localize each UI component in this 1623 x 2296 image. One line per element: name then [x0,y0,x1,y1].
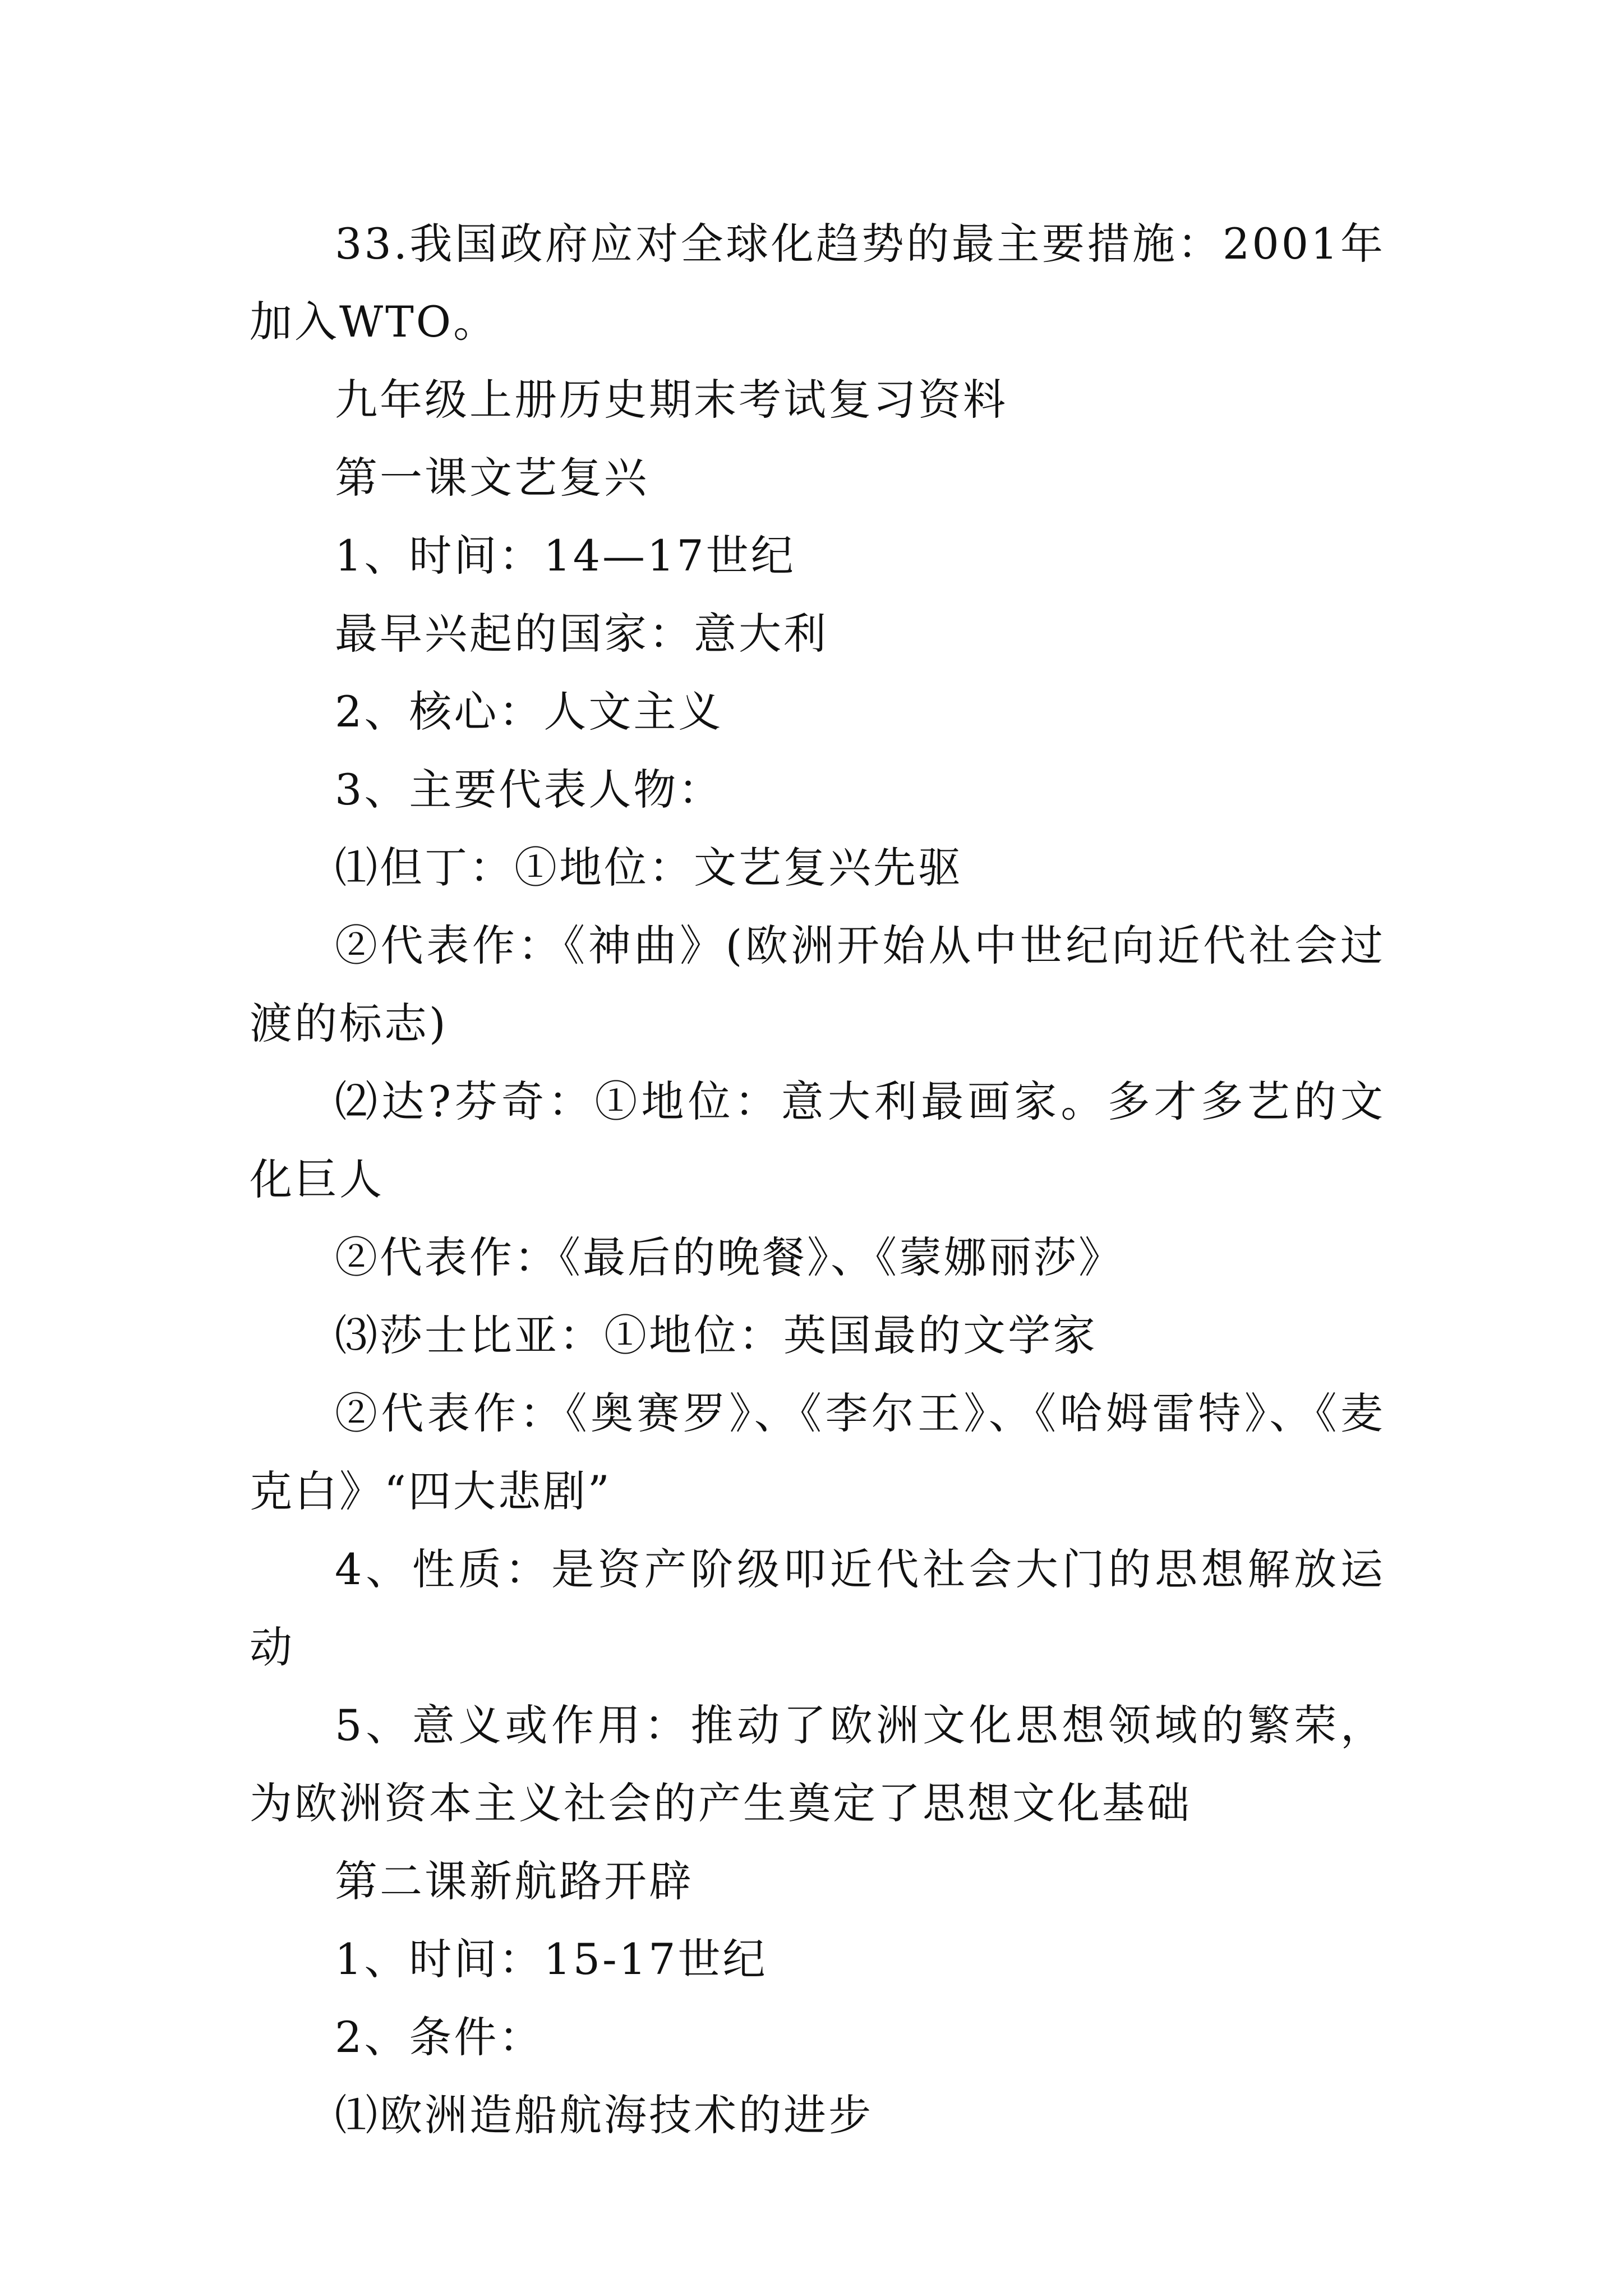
paragraph-davinci-status: ⑵达?芬奇：①地位：意大利最画家。多才多艺的文化巨人 [250,1076,1385,1204]
paragraph-representatives-heading: 3、主要代表人物： [335,765,723,815]
paragraph-renaissance-nature: 4、性质：是资产阶级叩近代社会大门的思想解放运动 [250,1544,1385,1672]
paragraph-navigation-conditions: 2、条件： [335,2012,544,2062]
document-body [250,205,1385,2154]
paragraph-navigation-time: 1、时间：15-17世纪 [335,1934,768,1984]
paragraph-wto-measure: 33.我国政府应对全球化趋势的最主要措施：2001年加入WTO。 [250,219,1385,347]
paragraph-dante-works: ②代表作：《神曲》(欧洲开始从中世纪向近代社会过渡的标志) [250,921,1385,1048]
paragraph-renaissance-origin: 最早兴起的国家：意大利 [335,609,828,659]
paragraph-dante-status: ⑴但丁：①地位：文艺复兴先驱 [335,843,963,892]
paragraph-lesson2-title: 第二课新航路开辟 [335,1856,694,1906]
paragraph-lesson1-title: 第一课文艺复兴 [335,453,649,503]
paragraph-renaissance-significance: 5、意义或作用：推动了欧洲文化思想领域的繁荣，为欧洲资本主义社会的产生奠定了思想文化基础 [250,1700,1385,1828]
paragraph-shakespeare-works: ②代表作：《奥赛罗》、《李尔王》、《哈姆雷特》、《麦克白》“四大悲剧” [250,1388,1385,1516]
paragraph-davinci-works: ②代表作：《最后的晚餐》、《蒙娜丽莎》 [335,1232,1123,1282]
paragraph-renaissance-core: 2、核心：人文主义 [335,687,723,737]
paragraph-review-title: 九年级上册历史期末考试复习资料 [335,375,1008,425]
paragraph-shakespeare-status: ⑶莎士比亚：①地位：英国最的文学家 [335,1310,1098,1360]
paragraph-shipbuilding-progress: ⑴欧洲造船航海技术的进步 [335,2090,873,2140]
paragraph-renaissance-time: 1、时间：14—17世纪 [335,531,796,581]
